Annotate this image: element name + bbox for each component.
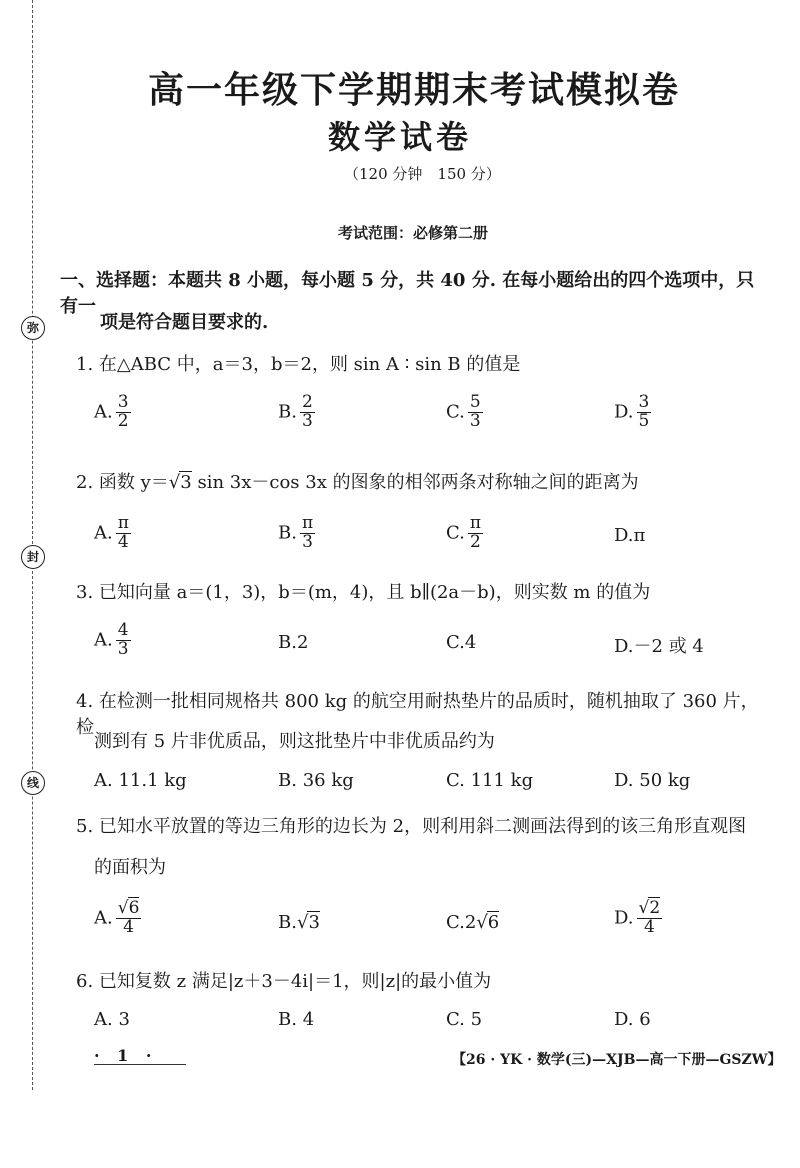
question-5-option-d: D. $\frac{√2}{4}$: [614, 898, 661, 937]
binding-seal-mi: 弥: [21, 316, 45, 340]
question-4-option-a: A. 11.1 kg: [94, 770, 187, 791]
question-5-option-a: A. $\frac{√6}{4}$: [94, 898, 140, 937]
question-2-stem: 2. 函数 y＝√3 sin 3x－cos 3x 的图象的相邻两条对称轴之间的距离为: [76, 472, 639, 493]
question-1-option-b: B. $\frac{2}{3}$: [278, 392, 313, 431]
question-6-option-d: D. 6: [614, 1009, 651, 1030]
question-4-option-c: C. 111 kg: [446, 770, 534, 791]
question-4-stem-line1: 4. 在检测一批相同规格共 800 kg 的航空用耐热垫片的品质时，随机抽取了 360 片，检: [76, 691, 759, 738]
page-number: · 1 ·: [94, 1046, 158, 1065]
question-3-option-b: B.2: [278, 632, 309, 653]
question-2-option-b: B. $\frac{\pi}{3}$: [278, 513, 314, 552]
exam-time-score: （120 分钟 150 分）: [344, 165, 501, 183]
question-1-option-c: C. $\frac{5}{3}$: [446, 392, 481, 431]
question-2-option-a: A. $\frac{\pi}{4}$: [94, 513, 129, 552]
question-6-option-a: A. 3: [94, 1009, 130, 1030]
page-number-underline: [94, 1064, 186, 1065]
exam-scope: 考试范围：必修第二册: [338, 224, 489, 242]
exam-code: 【26 · YK · 数学(三)—XJB—高一下册—GSZW】: [452, 1052, 782, 1068]
section-instructions-line1: 一、选择题：本题共 8 小题，每小题 5 分，共 40 分. 在每小题给出的四个选项中，只有一: [60, 270, 755, 317]
question-6-stem: 6. 已知复数 z 满足|z＋3－4i|＝1，则|z|的最小值为: [76, 971, 492, 992]
question-3-option-a: A. $\frac{4}{3}$: [94, 620, 129, 659]
question-3-stem: 3. 已知向量 a＝(1，3)，b＝(m，4)，且 b∥(2a－b)，则实数 m 的值为: [76, 582, 651, 603]
question-5-stem-line1: 5. 已知水平放置的等边三角形的边长为 2，则利用斜二测画法得到的该三角形直观图: [76, 816, 747, 837]
question-3-option-d: D.－2 或 4: [614, 636, 704, 657]
question-2-option-c: C. $\frac{\pi}{2}$: [446, 513, 482, 552]
question-1-option-d: D. $\frac{3}{5}$: [614, 392, 650, 431]
question-4-option-b: B. 36 kg: [278, 770, 354, 791]
exam-title: 高一年级下学期期末考试模拟卷: [147, 70, 680, 111]
question-1-option-a: A. $\frac{3}{2}$: [94, 392, 129, 431]
binding-seal-feng: 封: [21, 545, 45, 569]
question-5-option-b: B.√3: [278, 912, 320, 933]
section-instructions-line2: 项是符合题目要求的.: [100, 312, 269, 333]
question-5-stem-line2: 的面积为: [94, 857, 166, 878]
question-1-stem: 1. 在△ABC 中，a＝3，b＝2，则 sin A ∶ sin B 的值是: [76, 354, 521, 375]
question-6-option-c: C. 5: [446, 1009, 483, 1030]
question-6-option-b: B. 4: [278, 1009, 315, 1030]
question-3-option-c: C.4: [446, 632, 477, 653]
binding-seal-xian: 线: [21, 771, 45, 795]
question-2-option-d: D.π: [614, 525, 646, 546]
question-5-option-c: C.2√6: [446, 912, 500, 933]
exam-subtitle: 数学试卷: [327, 118, 472, 156]
question-4-option-d: D. 50 kg: [614, 770, 691, 791]
question-4-stem-line2: 测到有 5 片非优质品，则这批垫片中非优质品约为: [94, 731, 495, 752]
